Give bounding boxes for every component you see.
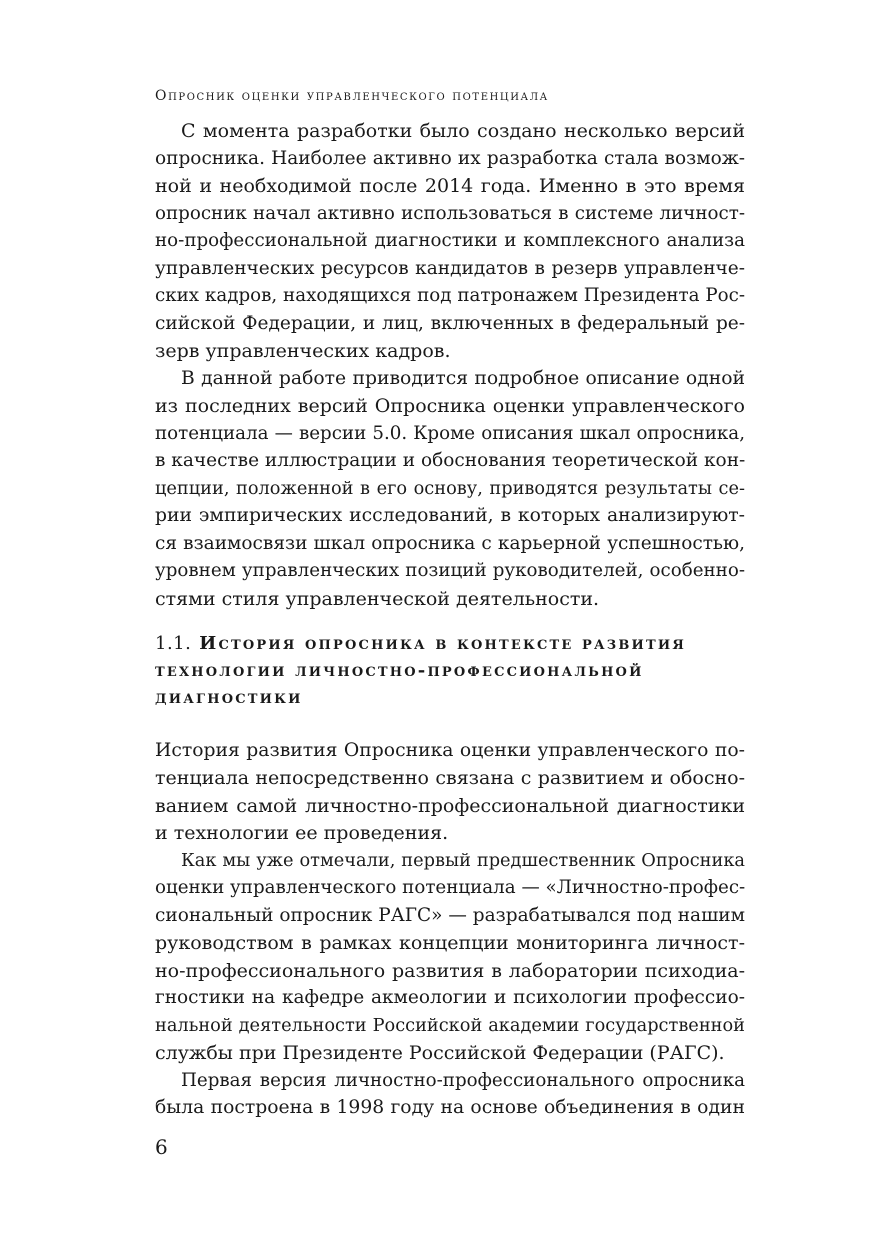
section-heading-line-3 xyxy=(155,683,745,713)
paragraph-4-line-6: гностики на кафедре акмеологии и психологии профессио- xyxy=(155,987,745,1008)
paragraph-3-line-4: и технологии ее проведения. xyxy=(155,822,449,844)
paragraph-4-line-8: службы при Президенте Российской Федерации (РАГС). xyxy=(155,1042,725,1064)
paragraph-1-line-4: опросник начал активно использоваться в системе личност- xyxy=(155,203,745,224)
paragraph-3-line-1: История развития Опросника оценки управленческого по- xyxy=(155,740,745,761)
section-title-part-2: технологии личностно-профессиональной xyxy=(155,660,644,681)
paragraph-1-line-2: опросника. Наиболее активно их разработка стала возмож- xyxy=(155,148,745,169)
paragraph-2-line-4: в качестве иллюстрации и обоснования теоретической кон- xyxy=(155,450,746,471)
section-title-part-3: диагностики xyxy=(155,687,303,708)
paragraph-3-line-2: тенциала непосредственно связана с развитием и обосно- xyxy=(155,767,745,789)
paragraph-4-line-7: нальной деятельности Российской академии государственной xyxy=(155,1016,745,1036)
page-number: 6 xyxy=(155,1135,168,1159)
paragraph-2-line-7: ся взаимосвязи шкал опросника с карьерной успешностью, xyxy=(155,533,745,554)
paragraph-1-line-7: ских кадров, находящихся под патронажем Президента Рос- xyxy=(155,285,745,306)
paragraph-2-line-5: цепции, положенной в его основу, приводятся результаты се- xyxy=(155,479,745,499)
paragraph-2-line-8: уровнем управленческих позиций руководителей, особенно- xyxy=(155,560,745,581)
paragraph-2-line-1: В данной работе приводится подробное описание одной xyxy=(181,368,745,389)
section-title-part-1: История опросника в контексте развития xyxy=(199,633,687,654)
paragraph-5-line-1: Первая версия личностно-профессионального опросника xyxy=(181,1070,745,1091)
paragraph-1-line-9: зерв управленческих кадров. xyxy=(155,340,451,362)
section-heading-line-1 xyxy=(155,629,745,659)
section-heading-line-2 xyxy=(155,656,745,686)
paragraph-5-line-2: была построена в 1998 году на основе объединения в один xyxy=(155,1097,745,1118)
paragraph-4-line-5: но-профессионального развития в лаборатории психодиа- xyxy=(155,960,745,982)
paragraph-1-line-8: сийской Федерации, и лиц, включенных в федеральный ре- xyxy=(155,313,745,334)
paragraph-2-line-2: из последних версий Опросника оценки управленческого xyxy=(155,395,745,417)
section-number: 1.1. xyxy=(155,633,192,654)
paragraph-1-line-5: но-профессиональной диагностики и комплексного анализа xyxy=(155,230,745,251)
paragraph-1-line-3: ной и необходимой после 2014 года. Именно в это время xyxy=(155,175,745,197)
paragraph-4-line-4: руководством в рамках концепции мониторинга личност- xyxy=(155,932,745,954)
paragraph-3-line-3: ванием самой личностно-профессиональной диагностики xyxy=(155,795,745,817)
running-head: Опросник оценки управленческого потенциала xyxy=(155,88,549,104)
paragraph-1-line-6: управленческих ресурсов кандидатов в резерв управленче- xyxy=(155,258,745,279)
paragraph-4-line-3: сиональный опросник РАГС» — разрабатывался под нашим xyxy=(155,905,745,926)
paragraph-4-line-2: оценки управленческого потенциала — «Личностно-профес- xyxy=(155,877,746,898)
paragraph-2-line-9: стями стиля управленческой деятельности. xyxy=(155,588,600,610)
paragraph-2-line-3: потенциала — версии 5.0. Кроме описания шкал опросника, xyxy=(155,423,745,444)
paragraph-4-line-1: Как мы уже отмечали, первый предшественник Опросника xyxy=(181,851,745,871)
paragraph-1-line-1: С момента разработки было создано несколько версий xyxy=(181,120,745,142)
paragraph-2-line-6: рии эмпирических исследований, в которых анализируют- xyxy=(155,505,745,526)
